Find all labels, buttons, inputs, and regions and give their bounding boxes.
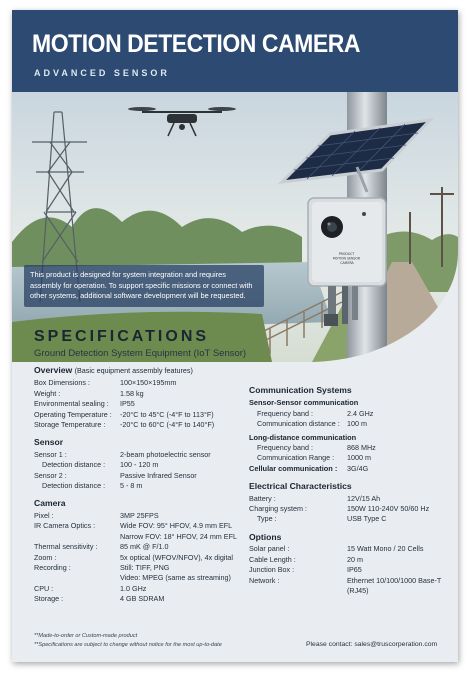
spec-key: Weight : [34, 388, 61, 398]
options-heading: Options [249, 531, 282, 542]
spec-row [34, 471, 256, 481]
spec-value: Wide FOV: 95° HFOV, 4.9 mm EFL Narrow FOV: 18° HFOV, 24 mm EFL [120, 521, 237, 541]
spec-value: -20°C to 45°C (-4°F to 113°F) [120, 409, 214, 419]
spec-key: Operating Temperature : [34, 409, 112, 419]
spec-key: Zoom : [34, 552, 57, 562]
spec-row [34, 410, 256, 420]
spec-key: Detection distance : [42, 481, 106, 491]
spec-value: 1.58 kg [120, 388, 144, 398]
contact-info: Please contact: sales@truscorperation.com [306, 641, 438, 648]
spec-key: Detection distance : [42, 460, 106, 470]
overview-heading [34, 365, 256, 376]
specs-left-column [34, 365, 256, 605]
spec-value: 100×150×195mm [120, 378, 177, 388]
spec-key: Frequency band : [257, 408, 313, 418]
specifications-subheading: Ground Detection System Equipment (IoT Sensor) [34, 348, 247, 359]
spec-row [34, 542, 256, 552]
spec-row [249, 409, 454, 419]
camera-heading: Camera [34, 498, 66, 509]
spec-row [34, 460, 256, 470]
spec-row [249, 544, 454, 554]
spec-value: 100 m [347, 419, 367, 429]
spec-value: 5 - 8 m [120, 481, 143, 491]
spec-value: 100 - 120 m [120, 460, 159, 470]
device-label-line: MOTION SENSOR [332, 256, 361, 261]
spec-key: Charging system : [249, 504, 307, 514]
spec-key: Storage Temperature : [34, 420, 106, 430]
spec-value: 85 mK @ F/1.0 [120, 542, 169, 552]
spec-row [34, 563, 256, 584]
spec-value: 868 MHz [347, 443, 376, 453]
spec-value: 5x optical (WFOV/NFOV), 4x digital [120, 552, 234, 562]
spec-value: 3G/4G [347, 463, 369, 473]
spec-value: 15 Watt Mono / 20 Cells [347, 544, 424, 554]
spec-row [249, 514, 454, 524]
overview-title: Overview [34, 365, 73, 375]
spec-row [34, 521, 256, 542]
spec-key: Sensor 2 : [34, 470, 67, 480]
spec-row [34, 584, 256, 594]
sensor-sensor-heading: Sensor-Sensor communication [249, 398, 359, 408]
device-label-line: CAMERA [340, 261, 354, 265]
spec-row [34, 450, 256, 460]
spec-key: Type : [257, 514, 277, 524]
spec-row [249, 494, 454, 504]
product-illustration [12, 92, 458, 362]
footnote: **Made-to-order or Custom-made product [34, 633, 138, 639]
spec-row [249, 576, 454, 597]
long-distance-heading: Long-distance communication [249, 432, 357, 442]
spec-key: Recording : [34, 562, 71, 572]
page-title: MOTION DETECTION CAMERA [32, 30, 361, 58]
spec-key: IR Camera Optics : [34, 521, 96, 531]
page-subtitle: ADVANCED SENSOR [34, 68, 170, 78]
spec-row [249, 504, 454, 514]
spec-row-cellular [249, 464, 454, 474]
spec-value: 1.0 GHz [120, 583, 147, 593]
spec-row [249, 453, 454, 463]
spec-value: 2.4 GHz [347, 408, 374, 418]
spec-value: 1000 m [347, 453, 371, 463]
spec-row [34, 378, 256, 388]
spec-row [249, 565, 454, 575]
spec-value: Still: TIFF, PNG Video: MPEG (same as streaming) [120, 562, 231, 583]
spec-key: Frequency band : [257, 443, 313, 453]
spec-key: Environmental sealing : [34, 399, 109, 409]
spec-key: Junction Box : [249, 565, 295, 575]
header-banner [12, 10, 458, 92]
spec-key: Pixel : [34, 510, 54, 520]
footnote: **Specifications are subject to change without notice for the most up-to-date [34, 642, 222, 648]
spec-row [249, 443, 454, 453]
spec-row [34, 399, 256, 409]
overview-note: (Basic equipment assembly features) [74, 366, 193, 375]
spec-row [34, 389, 256, 399]
spec-key: Communication distance : [257, 419, 340, 429]
spec-key: Network : [249, 575, 280, 585]
spec-key: Storage : [34, 594, 64, 604]
spec-value: IP55 [120, 399, 135, 409]
spec-value: 3MP 25FPS [120, 510, 159, 520]
product-photo [12, 92, 458, 362]
electrical-heading: Electrical Characteristics [249, 481, 352, 492]
spec-key: Communication Range : [257, 453, 335, 463]
spec-key: CPU : [34, 583, 54, 593]
spec-row [34, 594, 256, 604]
spec-key: Battery : [249, 493, 276, 503]
spec-key: Cellular communication : [249, 463, 338, 473]
spec-row [34, 481, 256, 491]
spec-value: 150W 110-240V 50/60 Hz [347, 504, 430, 514]
communication-heading: Communication Systems [249, 385, 352, 395]
spec-value: USB Type C [347, 514, 387, 524]
footnotes [34, 632, 222, 650]
spec-row [249, 555, 454, 565]
spec-value: 2-beam photoelectric sensor [120, 449, 211, 459]
spec-value: -20°C to 60°C (-4°F to 140°F) [120, 420, 215, 430]
spec-row [249, 419, 454, 429]
specs-right-column [249, 385, 454, 596]
spec-value: 20 m [347, 554, 363, 564]
spec-key: Thermal sensitivity : [34, 542, 98, 552]
spec-value: Ethernet 10/100/1000 Base-T (RJ45) [347, 575, 442, 595]
specifications-heading: SPECIFICATIONS [34, 328, 210, 345]
sensor-heading: Sensor [34, 437, 64, 448]
spec-row [34, 553, 256, 563]
spec-key: Cable Length : [249, 554, 296, 564]
spec-key: Box Dimensions : [34, 378, 90, 388]
spec-value: 12V/15 Ah [347, 493, 381, 503]
spec-value: Passive Infrared Sensor [120, 470, 197, 480]
spec-key: Sensor 1 : [34, 449, 67, 459]
intro-note: This product is designed for system integration and requires assembly for operation. To support specific missions or connect with other systems, additional software development will be requested. [24, 265, 264, 307]
spec-row [34, 511, 256, 521]
device-label-line: PRODUCT [338, 252, 355, 256]
spec-row [34, 420, 256, 430]
spec-value: 4 GB SDRAM [120, 594, 165, 604]
product-sheet [12, 10, 458, 662]
spec-value: IP65 [347, 565, 362, 575]
spec-key: Solar panel : [249, 544, 290, 554]
